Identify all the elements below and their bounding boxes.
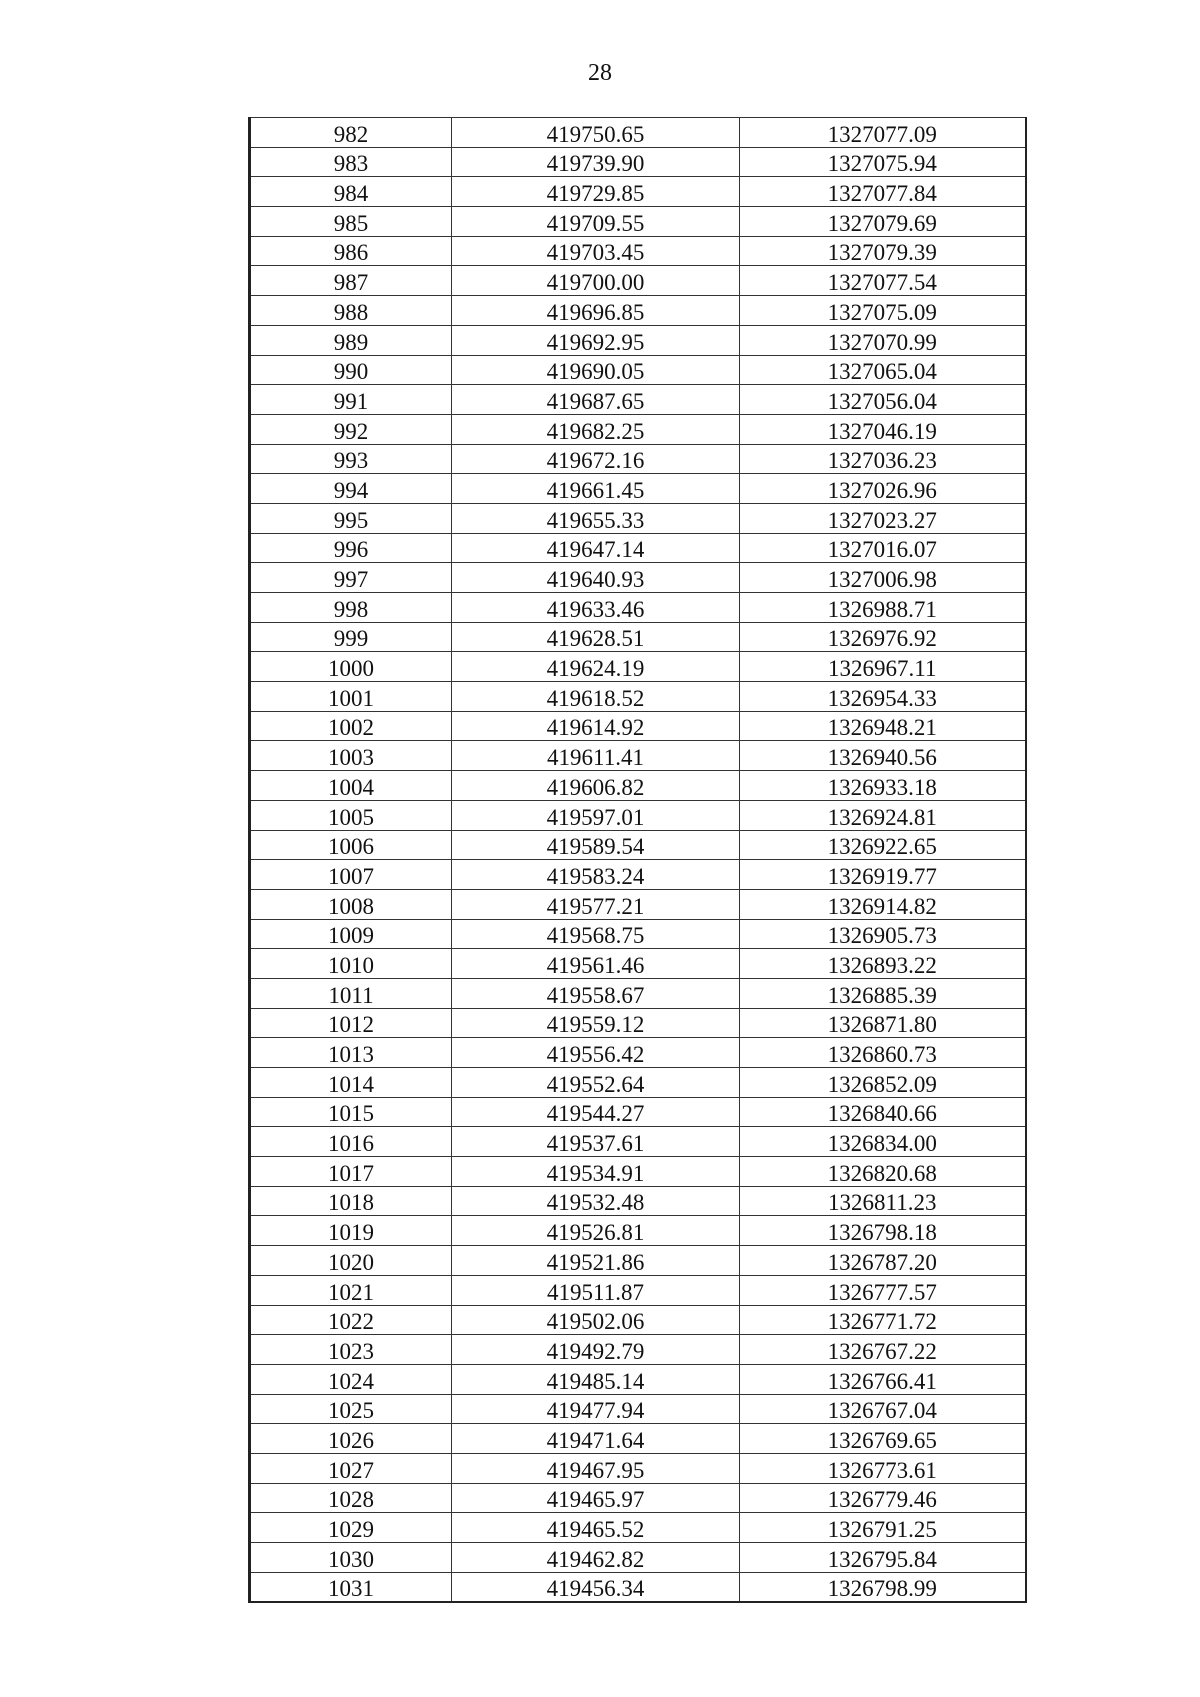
table-row <box>250 1305 1026 1335</box>
point-number-cell: 1001 <box>250 682 452 712</box>
point-number-cell: 993 <box>250 444 452 474</box>
y-coordinate-cell: 1326893.22 <box>740 949 1026 979</box>
point-number-cell: 983 <box>250 147 452 177</box>
table-row <box>250 1364 1026 1394</box>
table-row <box>250 771 1026 801</box>
x-coordinate-cell: 419577.21 <box>452 889 740 919</box>
point-number-cell: 988 <box>250 296 452 326</box>
x-coordinate-cell: 419729.85 <box>452 177 740 207</box>
y-coordinate-cell: 1327079.39 <box>740 236 1026 266</box>
table-row <box>250 1157 1026 1187</box>
table-row <box>250 474 1026 504</box>
point-number-cell: 995 <box>250 503 452 533</box>
y-coordinate-cell: 1327077.84 <box>740 177 1026 207</box>
table-row <box>250 682 1026 712</box>
y-coordinate-cell: 1327075.94 <box>740 147 1026 177</box>
point-number-cell: 1029 <box>250 1513 452 1543</box>
point-number-cell: 987 <box>250 266 452 296</box>
table-row <box>250 177 1026 207</box>
y-coordinate-cell: 1326954.33 <box>740 682 1026 712</box>
table-row <box>250 919 1026 949</box>
table-row <box>250 1453 1026 1483</box>
x-coordinate-cell: 419485.14 <box>452 1364 740 1394</box>
y-coordinate-cell: 1326871.80 <box>740 1008 1026 1038</box>
x-coordinate-cell: 419511.87 <box>452 1275 740 1305</box>
y-coordinate-cell: 1326779.46 <box>740 1483 1026 1513</box>
point-number-cell: 1002 <box>250 711 452 741</box>
x-coordinate-cell: 419709.55 <box>452 207 740 237</box>
point-number-cell: 989 <box>250 325 452 355</box>
point-number-cell: 1022 <box>250 1305 452 1335</box>
point-number-cell: 1019 <box>250 1216 452 1246</box>
point-number-cell: 1026 <box>250 1424 452 1454</box>
point-number-cell: 1027 <box>250 1453 452 1483</box>
point-number-cell: 1007 <box>250 860 452 890</box>
x-coordinate-cell: 419456.34 <box>452 1572 740 1602</box>
y-coordinate-cell: 1327036.23 <box>740 444 1026 474</box>
y-coordinate-cell: 1326988.71 <box>740 593 1026 623</box>
table-row <box>250 236 1026 266</box>
y-coordinate-cell: 1327026.96 <box>740 474 1026 504</box>
point-number-cell: 1020 <box>250 1246 452 1276</box>
x-coordinate-cell: 419655.33 <box>452 503 740 533</box>
x-coordinate-cell: 419561.46 <box>452 949 740 979</box>
y-coordinate-cell: 1326769.65 <box>740 1424 1026 1454</box>
x-coordinate-cell: 419624.19 <box>452 652 740 682</box>
y-coordinate-cell: 1326885.39 <box>740 978 1026 1008</box>
table-row <box>250 266 1026 296</box>
table-row <box>250 325 1026 355</box>
point-number-cell: 997 <box>250 563 452 593</box>
x-coordinate-cell: 419552.64 <box>452 1068 740 1098</box>
x-coordinate-cell: 419462.82 <box>452 1543 740 1573</box>
table-row <box>250 1246 1026 1276</box>
table-row <box>250 1424 1026 1454</box>
y-coordinate-cell: 1326852.09 <box>740 1068 1026 1098</box>
y-coordinate-cell: 1326766.41 <box>740 1364 1026 1394</box>
x-coordinate-cell: 419537.61 <box>452 1127 740 1157</box>
x-coordinate-cell: 419690.05 <box>452 355 740 385</box>
y-coordinate-cell: 1327065.04 <box>740 355 1026 385</box>
x-coordinate-cell: 419687.65 <box>452 385 740 415</box>
y-coordinate-cell: 1327006.98 <box>740 563 1026 593</box>
point-number-cell: 1009 <box>250 919 452 949</box>
y-coordinate-cell: 1327079.69 <box>740 207 1026 237</box>
point-number-cell: 984 <box>250 177 452 207</box>
y-coordinate-cell: 1327077.09 <box>740 118 1026 148</box>
y-coordinate-cell: 1326922.65 <box>740 830 1026 860</box>
point-number-cell: 994 <box>250 474 452 504</box>
point-number-cell: 1024 <box>250 1364 452 1394</box>
y-coordinate-cell: 1326976.92 <box>740 622 1026 652</box>
table-row <box>250 296 1026 326</box>
point-number-cell: 992 <box>250 414 452 444</box>
page-number: 28 <box>588 60 612 86</box>
x-coordinate-cell: 419465.97 <box>452 1483 740 1513</box>
y-coordinate-cell: 1326798.18 <box>740 1216 1026 1246</box>
y-coordinate-cell: 1326905.73 <box>740 919 1026 949</box>
x-coordinate-cell: 419471.64 <box>452 1424 740 1454</box>
x-coordinate-cell: 419700.00 <box>452 266 740 296</box>
table-row <box>250 1008 1026 1038</box>
x-coordinate-cell: 419589.54 <box>452 830 740 860</box>
y-coordinate-cell: 1326811.23 <box>740 1186 1026 1216</box>
y-coordinate-cell: 1327016.07 <box>740 533 1026 563</box>
table-row <box>250 207 1026 237</box>
x-coordinate-cell: 419532.48 <box>452 1186 740 1216</box>
point-number-cell: 986 <box>250 236 452 266</box>
point-number-cell: 1005 <box>250 800 452 830</box>
y-coordinate-cell: 1326767.04 <box>740 1394 1026 1424</box>
point-number-cell: 998 <box>250 593 452 623</box>
table-row <box>250 1127 1026 1157</box>
y-coordinate-cell: 1326771.72 <box>740 1305 1026 1335</box>
table-row <box>250 385 1026 415</box>
x-coordinate-cell: 419692.95 <box>452 325 740 355</box>
table-row <box>250 1394 1026 1424</box>
x-coordinate-cell: 419534.91 <box>452 1157 740 1187</box>
x-coordinate-cell: 419502.06 <box>452 1305 740 1335</box>
table-row <box>250 889 1026 919</box>
x-coordinate-cell: 419559.12 <box>452 1008 740 1038</box>
point-number-cell: 1010 <box>250 949 452 979</box>
x-coordinate-cell: 419544.27 <box>452 1097 740 1127</box>
x-coordinate-cell: 419682.25 <box>452 414 740 444</box>
point-number-cell: 1014 <box>250 1068 452 1098</box>
x-coordinate-cell: 419661.45 <box>452 474 740 504</box>
x-coordinate-cell: 419703.45 <box>452 236 740 266</box>
table-row <box>250 1335 1026 1365</box>
table-row <box>250 741 1026 771</box>
point-number-cell: 996 <box>250 533 452 563</box>
y-coordinate-cell: 1326787.20 <box>740 1246 1026 1276</box>
table-row <box>250 652 1026 682</box>
table-row <box>250 1483 1026 1513</box>
x-coordinate-cell: 419492.79 <box>452 1335 740 1365</box>
point-number-cell: 1011 <box>250 978 452 1008</box>
table-row <box>250 533 1026 563</box>
y-coordinate-cell: 1326798.99 <box>740 1572 1026 1602</box>
x-coordinate-cell: 419739.90 <box>452 147 740 177</box>
y-coordinate-cell: 1326948.21 <box>740 711 1026 741</box>
y-coordinate-cell: 1327023.27 <box>740 503 1026 533</box>
x-coordinate-cell: 419611.41 <box>452 741 740 771</box>
table-row <box>250 1572 1026 1602</box>
x-coordinate-cell: 419633.46 <box>452 593 740 623</box>
point-number-cell: 1006 <box>250 830 452 860</box>
x-coordinate-cell: 419556.42 <box>452 1038 740 1068</box>
point-number-cell: 1012 <box>250 1008 452 1038</box>
x-coordinate-cell: 419606.82 <box>452 771 740 801</box>
point-number-cell: 1018 <box>250 1186 452 1216</box>
y-coordinate-cell: 1326967.11 <box>740 652 1026 682</box>
point-number-cell: 1030 <box>250 1543 452 1573</box>
point-number-cell: 1003 <box>250 741 452 771</box>
y-coordinate-cell: 1326940.56 <box>740 741 1026 771</box>
table-row <box>250 503 1026 533</box>
point-number-cell: 990 <box>250 355 452 385</box>
y-coordinate-cell: 1326840.66 <box>740 1097 1026 1127</box>
table-row <box>250 414 1026 444</box>
x-coordinate-cell: 419558.67 <box>452 978 740 1008</box>
table-row <box>250 593 1026 623</box>
x-coordinate-cell: 419614.92 <box>452 711 740 741</box>
y-coordinate-cell: 1326791.25 <box>740 1513 1026 1543</box>
point-number-cell: 1000 <box>250 652 452 682</box>
point-number-cell: 999 <box>250 622 452 652</box>
y-coordinate-cell: 1326914.82 <box>740 889 1026 919</box>
table-row <box>250 1216 1026 1246</box>
x-coordinate-cell: 419583.24 <box>452 860 740 890</box>
table-row <box>250 830 1026 860</box>
point-number-cell: 1023 <box>250 1335 452 1365</box>
y-coordinate-cell: 1326820.68 <box>740 1157 1026 1187</box>
point-number-cell: 991 <box>250 385 452 415</box>
x-coordinate-cell: 419696.85 <box>452 296 740 326</box>
table-row <box>250 978 1026 1008</box>
y-coordinate-cell: 1326860.73 <box>740 1038 1026 1068</box>
point-number-cell: 985 <box>250 207 452 237</box>
coordinates-table <box>248 117 1027 1603</box>
table-row <box>250 949 1026 979</box>
table-row <box>250 711 1026 741</box>
y-coordinate-cell: 1327077.54 <box>740 266 1026 296</box>
coordinates-table-body <box>250 118 1026 1603</box>
point-number-cell: 1031 <box>250 1572 452 1602</box>
point-number-cell: 1025 <box>250 1394 452 1424</box>
table-row <box>250 118 1026 148</box>
table-row <box>250 1275 1026 1305</box>
point-number-cell: 1013 <box>250 1038 452 1068</box>
table-row <box>250 622 1026 652</box>
x-coordinate-cell: 419521.86 <box>452 1246 740 1276</box>
point-number-cell: 1028 <box>250 1483 452 1513</box>
y-coordinate-cell: 1326773.61 <box>740 1453 1026 1483</box>
x-coordinate-cell: 419597.01 <box>452 800 740 830</box>
y-coordinate-cell: 1327056.04 <box>740 385 1026 415</box>
y-coordinate-cell: 1326767.22 <box>740 1335 1026 1365</box>
table-row <box>250 563 1026 593</box>
x-coordinate-cell: 419465.52 <box>452 1513 740 1543</box>
x-coordinate-cell: 419750.65 <box>452 118 740 148</box>
x-coordinate-cell: 419672.16 <box>452 444 740 474</box>
x-coordinate-cell: 419618.52 <box>452 682 740 712</box>
y-coordinate-cell: 1326919.77 <box>740 860 1026 890</box>
table-row <box>250 355 1026 385</box>
table-row <box>250 1097 1026 1127</box>
y-coordinate-cell: 1326924.81 <box>740 800 1026 830</box>
table-row <box>250 1068 1026 1098</box>
table-row <box>250 1513 1026 1543</box>
table-row <box>250 1543 1026 1573</box>
point-number-cell: 1015 <box>250 1097 452 1127</box>
x-coordinate-cell: 419477.94 <box>452 1394 740 1424</box>
y-coordinate-cell: 1327075.09 <box>740 296 1026 326</box>
point-number-cell: 1004 <box>250 771 452 801</box>
point-number-cell: 1016 <box>250 1127 452 1157</box>
point-number-cell: 1021 <box>250 1275 452 1305</box>
y-coordinate-cell: 1327070.99 <box>740 325 1026 355</box>
table-row <box>250 1186 1026 1216</box>
y-coordinate-cell: 1326777.57 <box>740 1275 1026 1305</box>
x-coordinate-cell: 419647.14 <box>452 533 740 563</box>
y-coordinate-cell: 1327046.19 <box>740 414 1026 444</box>
table-row <box>250 800 1026 830</box>
y-coordinate-cell: 1326834.00 <box>740 1127 1026 1157</box>
table-row <box>250 1038 1026 1068</box>
point-number-cell: 1008 <box>250 889 452 919</box>
x-coordinate-cell: 419467.95 <box>452 1453 740 1483</box>
table-row <box>250 147 1026 177</box>
x-coordinate-cell: 419628.51 <box>452 622 740 652</box>
x-coordinate-cell: 419526.81 <box>452 1216 740 1246</box>
y-coordinate-cell: 1326933.18 <box>740 771 1026 801</box>
y-coordinate-cell: 1326795.84 <box>740 1543 1026 1573</box>
point-number-cell: 1017 <box>250 1157 452 1187</box>
x-coordinate-cell: 419568.75 <box>452 919 740 949</box>
point-number-cell: 982 <box>250 118 452 148</box>
table-row <box>250 444 1026 474</box>
table-row <box>250 860 1026 890</box>
x-coordinate-cell: 419640.93 <box>452 563 740 593</box>
